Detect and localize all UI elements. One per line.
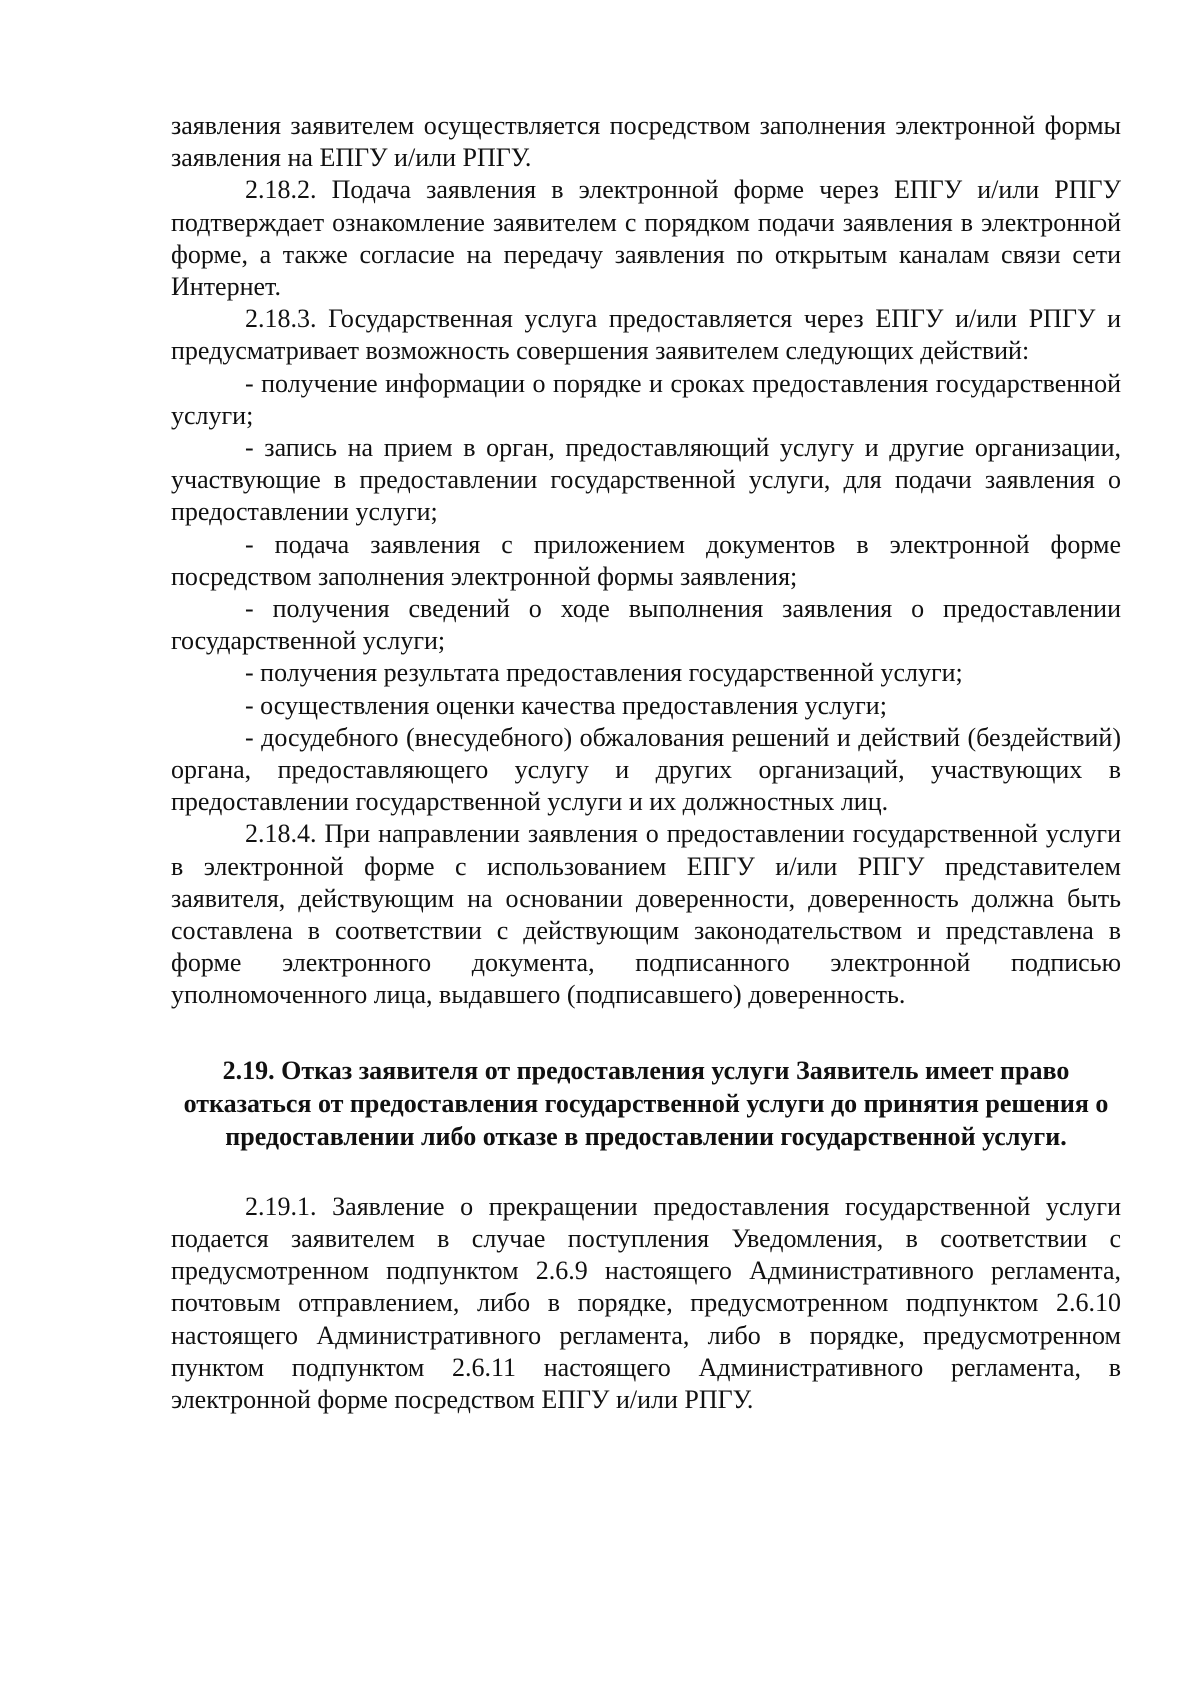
list-item-result: - получения результата предоставления государственной услуги; [245, 658, 963, 688]
list-item-application-submission: - подача заявления с приложением документов в электронной форме посредством заполнения электронной формы заявления; [171, 529, 1121, 591]
list-item-appeal: - досудебного (внесудебного) обжалования решений и действий (бездействий) органа, предоставляющего услугу и других организаций, участвующих в предоставлении государственной услуги и их должностных лиц. [171, 722, 1121, 817]
paragraph-continuation: заявления заявителем осуществляется посредством заполнения электронной формы заявления на ЕПГУ и/или РПГУ. [171, 111, 1121, 173]
list-item-appointment: - запись на прием в орган, предоставляющий услугу и другие организации, участвующие в предоставлении государственной услуги, для подачи заявления о предоставлении услуги; [171, 433, 1121, 527]
paragraph-2-18-3: 2.18.3. Государственная услуга предоставляется через ЕПГУ и/или РПГУ и предусматривает возможность совершения заявителем следующих действий: [171, 304, 1121, 366]
paragraph-2-18-2: 2.18.2. Подача заявления в электронной форме через ЕПГУ и/или РПГУ подтверждает ознакомление заявителем с порядком подачи заявления в электронной форме, а также согласие на передачу заявления по открытым каналам связи сети Интернет. [171, 175, 1121, 302]
section-title-2-19: 2.19. Отказ заявителя от предоставления услуги Заявитель имеет право отказаться от предоставления государственной услуги до принятия решения о предоставлении либо отказе в предоставлении государственной услуги. [183, 1055, 1109, 1151]
list-item-information: - получение информации о порядке и сроках предоставления государственной услуги; [171, 368, 1121, 430]
document-page [171, 110, 1121, 1416]
list-item-quality-assessment: - осуществления оценки качества предоставления услуги; [245, 690, 887, 720]
list-item-progress-info: - получения сведений о ходе выполнения заявления о предоставлении государственной услуги; [171, 594, 1121, 656]
paragraph-2-19-1: 2.19.1. Заявление о прекращении предоставления государственной услуги подается заявителем в случае поступления Уведомления, в соответствии с предусмотренном подпунктом 2.6.9 настоящего Административного регламента, почтовым отправлением, либо в порядке, предусмотренном подпунктом 2.6.10 настоящего Административного регламента, либо в порядке, предусмотренном пунктом подпунктом 2.6.11 настоящего Административного регламента, в электронной форме посредством ЕПГУ и/или РПГУ. [171, 1191, 1121, 1414]
paragraph-2-18-4: 2.18.4. При направлении заявления о предоставлении государственной услуги в электронной форме с использованием ЕПГУ и/или РПГУ представителем заявителя, действующим на основании доверенности, доверенность должна быть составлена в соответствии с действующим законодательством и представлена в форме электронного документа, подписанного электронной подписью уполномоченного лица, выдавшего (подписавшего) доверенность. [171, 819, 1121, 1010]
